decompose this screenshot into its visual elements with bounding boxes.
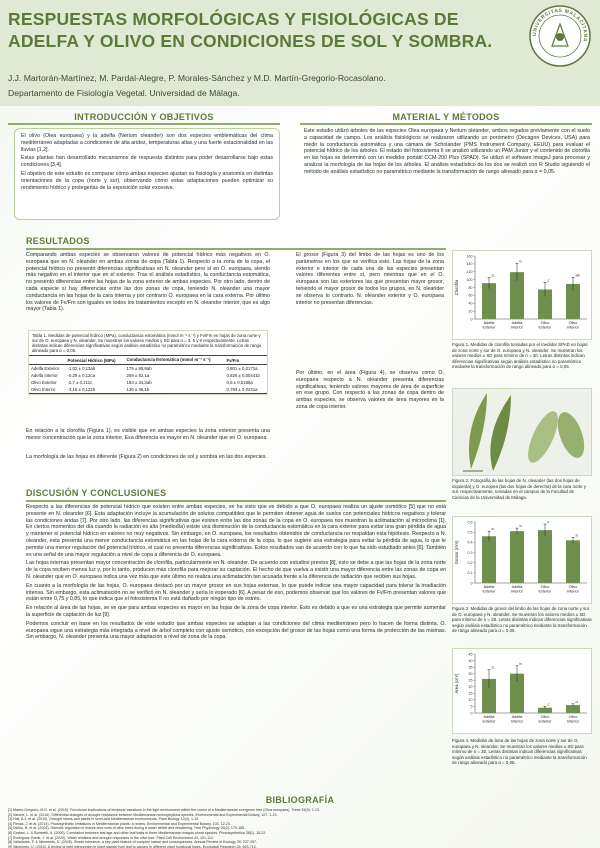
figure-3-caption: Figura 3. Medidas de grosor del limbo de las hojas de zona norte y sur de O. europaea y N. oleander. Se muestran los valores medios ± SD para mínimo de n = 28. Letras distintas indican diferencias significativas según análisis estadístico no paramétrico mediante la transformación de rango alineado para α = 0,05. xyxy=(452,606,592,634)
x-tick-label: Olivo xyxy=(540,321,550,325)
significance-letter: a xyxy=(491,665,494,670)
intro-box xyxy=(14,128,280,220)
x-tick-label: Olivo xyxy=(540,585,550,589)
poster-header xyxy=(0,0,600,106)
y-tick-label: 25 xyxy=(468,678,473,683)
table-header: Fv/Fm xyxy=(224,356,267,365)
table-cell: 136 ± 45,1b xyxy=(125,386,225,394)
y-axis-label: Grosor (mm) xyxy=(454,540,459,565)
significance-letter: b xyxy=(519,524,522,529)
y-tick-label: 40 xyxy=(468,301,473,306)
results-text-3: La morfología de las hojas es diferente (Figura 2) en condiciones de sol y sombra en las dos especies. xyxy=(26,454,267,460)
discussion-paragraph-3: En cuanto a la morfología de las hojas, O. europaea destacó por un mayor grosor en sus hojas externas, lo que puede indicar una mayor capacidad para tolerar la irradiación intensa. Sin embargo, esta aclimatación no se verificó en N. oleander y sería lo esperado [6]. A pesar de eso, podemos observar que los valores de Fv/Fm presentan valores que están entre 0,75 y 0,85, lo que indica que el fotosistema II no está dañado por ningún tipo de estrés. xyxy=(26,582,446,603)
discussion-text xyxy=(26,504,446,794)
discussion-heading: DISCUSIÓN Y CONCLUSIONES xyxy=(26,488,167,498)
bar xyxy=(538,530,552,583)
y-tick-label: 20 xyxy=(468,685,473,690)
y-tick-label: 35 xyxy=(468,665,473,670)
y-tick-label: 0 xyxy=(470,317,473,322)
figure-1-caption: Figura 1. Medidas de clorofila tomadas por el medidor SPAD en hojas de zona norte y sur de O. europaea y N. oleander. Se muestran los valores medios ± SD para mínimo de n = 30. Letras distintas indican diferencias significativas según análisis estadístico no paramétrico mediante la transformación de rango alineado para α = 0,05. xyxy=(452,342,588,370)
x-tick-label: Exterior xyxy=(482,325,496,330)
discussion-divider xyxy=(26,500,446,502)
y-tick-label: 0.1 xyxy=(467,571,473,576)
figure-2-card xyxy=(452,388,592,476)
results-text-2: En relación a la clorofila (Figura 1), es visible que en ambas especies la zona exterior presenta una menor concentración que la zona interior. Esa diferencia es mayor en N. oleander que en O. europaea. xyxy=(26,428,270,441)
significance-letter: b xyxy=(519,259,522,264)
authors-line: J.J. Martorán-Martínez, M. Pardal-Alegre, P. Morales-Sánchez y M.D. Martín-Gregorio-Rocasolano. xyxy=(8,73,386,83)
seal-text: UNIVERSITAS MALACITANA xyxy=(531,7,589,43)
bibliography-item: [9] Niinemets, Ü. (2010). A review of light interception in plant stands from leaf to canopy in different plant functional types. Ecological Research 25, 693-714. xyxy=(8,844,257,848)
y-tick-label: 0.3 xyxy=(467,550,473,555)
significance-letter: a xyxy=(491,273,494,278)
bibliography-item: [3] Hall, A.J. et al. (2010). Drought stress and plants in semi-arid Mediterranean environments. Plant Biology 12(4), 1-15. xyxy=(8,817,200,822)
y-tick-label: 45 xyxy=(468,652,473,657)
table-cell: -1,02 ± 0,13ab xyxy=(67,366,96,371)
x-tick-label: Olivo xyxy=(568,715,578,719)
y-tick-label: 140 xyxy=(466,262,473,267)
x-tick-label: Interior xyxy=(511,325,523,330)
significance-letter: a xyxy=(575,533,578,538)
methods-divider xyxy=(300,123,592,125)
bibliography-list xyxy=(8,808,592,848)
x-tick-label: Exterior xyxy=(538,325,552,330)
discussion-paragraph-1: Respecto a las diferencias de potencial hídrico que existen entre ambas especies, se ha visto que es debido a que O. europaea realiza un ajuste osmótico [5] que no está presente en N. oleander [6]. Esta adaptación incluye la acumulación de solutos compatibles que le permiten obtener agua de suelos con potenciales hídricos negativos y tolerar las condiciones áridas [7]. Por otro lado, las diferencias significativas que existen entre las dos zonas de la copa en O. europaea nos muestran la aclimatación al microclima [1]. En ciertos momentos del día cuando la radiación es alta (mediodía) existe una disminución de la conductancia estomática en la cara exterior para evitar una gran pérdida de agua y mantener el potencial hídrico en valores no muy negativos. Sin embargo, en O. europaea, los resultados obtenidos de conductancia no respaldan esta hipótesis. Respecto a N. oleander, esta presenta una menor conductancia estomática en las hojas de la cara externa de la copa, lo que sugiere una estrategia para evitar la pérdida de agua, lo que le permite una menor regulación del potencial hídrico, el cual no presenta diferencias significativas. Estos resultados van de acuerdo con lo que ha sido estudiado antes [6]. También es una señal de una mayor regulación a nivel de copa a diferencia de O. europaea. xyxy=(26,504,446,558)
significance-letter: b xyxy=(519,661,522,666)
x-tick-label: Adelfa xyxy=(511,715,523,719)
bibliography-item: [6] Gratani, L. & Bombelli, A. (2000). Correlation between leaf age and other leaf traits in three Mediterranean maquis shrub species. Photosynthetica 38(1), 15-22. xyxy=(8,830,267,835)
bibliography-heading: BIBLIOGRAFÍA xyxy=(265,795,335,805)
y-tick-label: 15 xyxy=(468,691,473,696)
table-cell: 179 ± 85,9ab xyxy=(126,366,152,371)
figure-3-chart xyxy=(453,517,591,603)
table-header: Potencial Hídrico (MPa) xyxy=(66,356,125,365)
table-1 xyxy=(28,330,268,395)
y-tick-label: 120 xyxy=(466,270,473,275)
x-tick-label: Olivo xyxy=(540,715,550,719)
department-line: Departamento de Fisiología Vegetal. Universidad de Málaga. xyxy=(8,88,240,98)
y-axis-label: Área (cm²) xyxy=(454,673,459,694)
results-text-1: Comparando ambas especies se observaron valores de potencial hídrico más negativos en O. europaea que en N. oleander en ambas zonas de copa (Tabla 1). Respecto a la zona de la copa, el potencial hídrico no presentó diferencias significativas en N. oleander pero sí en O. europaea, siendo más negativo en el interior que en el exterior. Tras el análisis estadístico, la conductancia estomática, no presentó diferencias entre las hojas de la zona exterior de ambas especies. Por otro lado, dentro de cada especie sí hay diferencias entre las dos zonas de copa, teniendo N. oleander una mayor conductancia en las hojas de la cara interna y por contrario O. europaea en la cara externa. Por último los valores de Fv/Fm son iguales en todos los tratamientos excepto en N. oleander interior, que es algo mayor (Tabla 1). xyxy=(26,252,270,313)
intro-heading: INTRODUCCIÓN Y OBJETIVOS xyxy=(74,112,214,122)
table-row xyxy=(29,379,267,386)
bibliography-item: [2] Varone, L. et al. (2016). Differential changes of drought resistance between Mediterranean sclerophyllous species. Environmental and Experimental Botany, 107, 1-13. xyxy=(8,812,278,817)
x-tick-label: Adelfa xyxy=(483,715,495,719)
x-tick-label: Exterior xyxy=(482,589,496,594)
x-tick-label: Interior xyxy=(567,589,579,594)
bibliography-item: [5] Dichio, B. et al. (2003). Osmotic regulation in leaves and roots of olive trees during a water deficit and rewatering. Tree Physiology 26(2), 179-185. xyxy=(8,826,246,831)
figure-4-caption: Figura 4. Medidas de área de las hojas de zona norte y sur de O. europaea y N. oleander. Se muestran los valores medios ± SD para mínimo de n = 30. Letras distintas indican diferencias significativas según análisis estadístico no paramétrico mediante la transformación de rango alineado para α = 0,05. xyxy=(452,738,587,766)
table-cell: Olivo Exterior xyxy=(31,380,57,385)
bar xyxy=(482,536,496,583)
y-tick-label: 20 xyxy=(468,309,473,314)
x-tick-label: Adelfa xyxy=(511,585,523,589)
discussion-paragraph-4: En relación al área de las hojas, se ve que para ambas especies es mayor en las hojas de la zona de copa interior. Esto es debido a que es una estrategia que permite aumentar la superficie de captación de luz [9]. xyxy=(26,605,446,618)
table-cell: -0,29 ± 0,12ca xyxy=(67,373,95,378)
results-table xyxy=(29,355,267,394)
y-tick-label: 0.4 xyxy=(467,540,473,545)
significance-letter: c xyxy=(547,278,550,283)
y-tick-label: 5 xyxy=(470,704,473,709)
x-tick-label: Exterior xyxy=(538,719,552,724)
results-text-mid-2: Por último, en el área (Figura 4), se observa como O. europaea respecto a N. oleander presenta diferencias significativas, teniendo valores mayores de área de superficie en ese grupo. Con respecto a las zonas de copa dentro de ambas especies, se observa valores de área mayores en la zona de copa interior. xyxy=(296,370,444,410)
university-seal-icon xyxy=(528,4,592,68)
leaf-photo-image xyxy=(453,389,591,475)
significance-letter: d xyxy=(575,699,578,704)
table-cell: 0,826 ± 0,00441b xyxy=(226,373,260,378)
y-tick-label: 0.5 xyxy=(467,530,473,535)
x-tick-label: Olivo xyxy=(568,585,578,589)
x-tick-label: Interior xyxy=(567,325,579,330)
y-tick-label: 0 xyxy=(470,711,473,716)
intro-paragraph-3: El objetivo de este estudio es comparar cómo ambas especies ajustan su fisiología y anatomía en distintas orientaciones de la copa (norte y sur), observando cómo estas adaptaciones pueden optimizar su rendimiento hídrico y protegerlas de la exposición solar excesiva. xyxy=(21,170,273,191)
figure-4-chart xyxy=(453,649,591,733)
discussion-paragraph-5: Podemos concluir en base en los resultados de este estudio que ambas especies se adaptan a las condiciones del clima mediterráneo pero lo hacen de forma distinta. O. europaea sigue una estrategia más integrada a nivel de árbol completo con ajuste osmótico, con excepción del grosor de las hojas como una forma de protección de las mismas. Sin embargo, N. oleander presenta una mayor adaptación a nivel de zona de la copa. xyxy=(26,620,446,641)
x-tick-label: Interior xyxy=(511,719,523,724)
x-tick-label: Olivo xyxy=(568,321,578,325)
table-header xyxy=(29,356,66,365)
intro-paragraph-2: Estas plantas han desarrollado mecanismos de respuesta distintos para poder desarrollarse bajo estas condiciones [3,4]. xyxy=(21,155,273,169)
bibliography-item: [7] Rodríguez-Gamir, J. et al. (2020). Water relations and drought responses in the olive tree. Plant Cell Environment 43, 101-112. xyxy=(8,835,214,840)
y-axis-label: Clorofila xyxy=(454,279,459,296)
table-cell: -2,7 ± 0,211c xyxy=(67,380,93,385)
y-tick-label: 0.2 xyxy=(467,560,473,565)
methods-text: Este estudio utilizó árboles de las especies Olea europaea y Nerium oleander, ambos regados previamente con el suelo a capacidad de campo. Los análisis fisiológicos se realizaron utilizando un porómetro (Decagon Devices, USA) para medir la conductancia estomática y una cámara de Scholander (PMS Instrument Company, EEUU) para evaluar el potencial hídrico de los árboles. El estado del fotosistema II se analizó utilizando un PAM Junior y el contenido de clorofila en las hojas se determinó con un medidor portátil CCM-200 Plus (SPAD). Se utilizó el software ImageJ para procesar y analizar la morfología de las hojas de los árboles. El análisis estadístico de los dos se realizó con R Studio siguiendo el método de análisis estadístico no paramétrico mediante la transformación de rango alineado para α = 0,05. xyxy=(304,128,590,175)
bibliography-item: [1] Martín-Gregorio, M.D. et al. (2019). Functional implications of temporal variations in the light environment within the crown of a Mediterranean evergreen tree (Olea europaea). Trees 33(5): 1-13. xyxy=(8,808,321,812)
table-cell: -3,16 ± 0,122b xyxy=(66,386,125,394)
significance-letter: a xyxy=(491,527,494,532)
y-tick-label: 0 xyxy=(470,581,473,586)
y-tick-label: 40 xyxy=(468,658,473,663)
discussion-paragraph-2: Las hojas internas presentan mayor concentración de clorofila, particularmente en N. oleander. De acuerdo con estudios previos [8], esto se debe a que las hojas de la zona norte de la copa reciben menos luz y, por lo tanto, producen más clorofila para mejorar su captación. El hecho de que vuelva a existir una mayor diferencia entre las zonas de copa en N. oleander que en O. europaea indica una vez más que este último no realiza una aclimatación tan acusada frente a la diferencia de radiación que reciben sus hojas. xyxy=(26,560,446,580)
table-row xyxy=(29,365,267,373)
figure-2-caption: Figura 2. Fotografía de las hojas de N. oleander (las dos hojas de izquierda) y O. europea (las dos hojas de derecha) de la cara norte y sur, respectivamente, tomadas en el campus de la Facultad de Ciencias de la Universidad de Málaga. xyxy=(452,478,586,500)
figure-4-card xyxy=(452,648,592,734)
table-cell: Adelfa Interior xyxy=(31,373,58,378)
table-row xyxy=(29,386,267,394)
results-text-mid-1: El grosor (Figura 3) del limbo de las hojas es uno de los parámetros en los que se verifica esto. Las hojas de la zona exterior e interior de cada una de las especies presentan valores diferentes entre sí, pero mientras que en el O. europaea son las exteriores las que presentan mayor grosor, teniendo el mayor grosor de todos los grupos, en N. oleander se observa lo contrario. N. oleander exterior y O. europaea interior no presentan diferencias. xyxy=(296,252,444,306)
significance-letter: ab xyxy=(575,273,580,278)
y-tick-label: 60 xyxy=(468,293,473,298)
table-cell: Adelfa Exterior xyxy=(31,366,60,371)
table-caption: Tabla 1. Medidas de potencial hídrico (MPa), conductancia estomática (mmol m⁻² s⁻¹) y Fv/Fm en hojas de zona norte y sur de O. europaea y N. oleander. Se muestran los valores medios y SD para n = 3; 5 y 8 respectivamente. Letras distintas indican diferencias significativas según análisis estadístico no paramétrico mediante la transformación de rango alineado para α = 0,05. xyxy=(32,333,262,353)
bibliography-item: [4] Flexas, J. et al. (2014). Photosynthetic limitations in Mediterranean plants: a review. Environmental and Experimental Botany, 103, 12-23. xyxy=(8,821,231,826)
y-tick-label: 0.6 xyxy=(467,520,473,525)
bar xyxy=(510,531,524,583)
bar xyxy=(566,540,580,583)
y-tick-label: 80 xyxy=(468,285,473,290)
x-tick-label: Adelfa xyxy=(511,321,523,325)
intro-divider xyxy=(8,123,280,125)
x-tick-label: Adelfa xyxy=(483,585,495,589)
bibliography-item: [8] Valladares, F. & Niinemets, Ü. (2008). Shade tolerance, a key plant feature of complex nature and consequences. Annual Review of Ecology 39, 237-257. xyxy=(8,840,258,845)
poster-title: RESPUESTAS MORFOLÓGICAS Y FISIOLÓGICAS DE ADELFA Y OLIVO EN CONDICIONES DE SOL Y SOMBRA. xyxy=(8,9,493,51)
significance-letter: c xyxy=(547,702,550,707)
y-tick-label: 160 xyxy=(466,254,473,259)
table-cell: 0,801 ± 0,0171a xyxy=(226,366,258,371)
figure-1-chart xyxy=(453,251,591,339)
table-cell: Olivo Interior xyxy=(29,386,66,394)
significance-letter: c xyxy=(547,520,550,525)
x-tick-label: Exterior xyxy=(538,589,552,594)
x-tick-label: Interior xyxy=(567,719,579,724)
y-tick-label: 30 xyxy=(468,671,473,676)
x-tick-label: Exterior xyxy=(482,719,496,724)
x-tick-label: Adelfa xyxy=(483,321,495,325)
table-cell: 0,793 ± 0,0231a xyxy=(224,386,267,394)
table-header: Conductancia Estomática (mmol m⁻² s⁻¹) xyxy=(125,356,225,365)
figure-1-card xyxy=(452,250,592,340)
table-row xyxy=(29,372,267,379)
results-heading: RESULTADOS xyxy=(26,236,90,246)
figure-3-card xyxy=(452,516,592,604)
y-tick-label: 100 xyxy=(466,277,473,282)
x-tick-label: Interior xyxy=(511,589,523,594)
methods-heading: MATERIAL Y MÉTODOS xyxy=(392,112,500,122)
table-cell: 0,8 ± 0,0186a xyxy=(226,380,253,385)
y-tick-label: 10 xyxy=(468,698,473,703)
table-cell: 269 ± 92,1a xyxy=(126,373,150,378)
table-cell: 183 ± 34,3ab xyxy=(126,380,152,385)
intro-paragraph-1: El olivo (Olea europaea) y la adelfa (Nerium oleander) son dos especies emblemáticas del clima mediterráneo adaptadas a condiciones de alta aridez, temperaturas altas y una fuerte estacionalidad en las lluvias [1,2]. xyxy=(21,133,273,153)
results-divider xyxy=(26,248,446,250)
